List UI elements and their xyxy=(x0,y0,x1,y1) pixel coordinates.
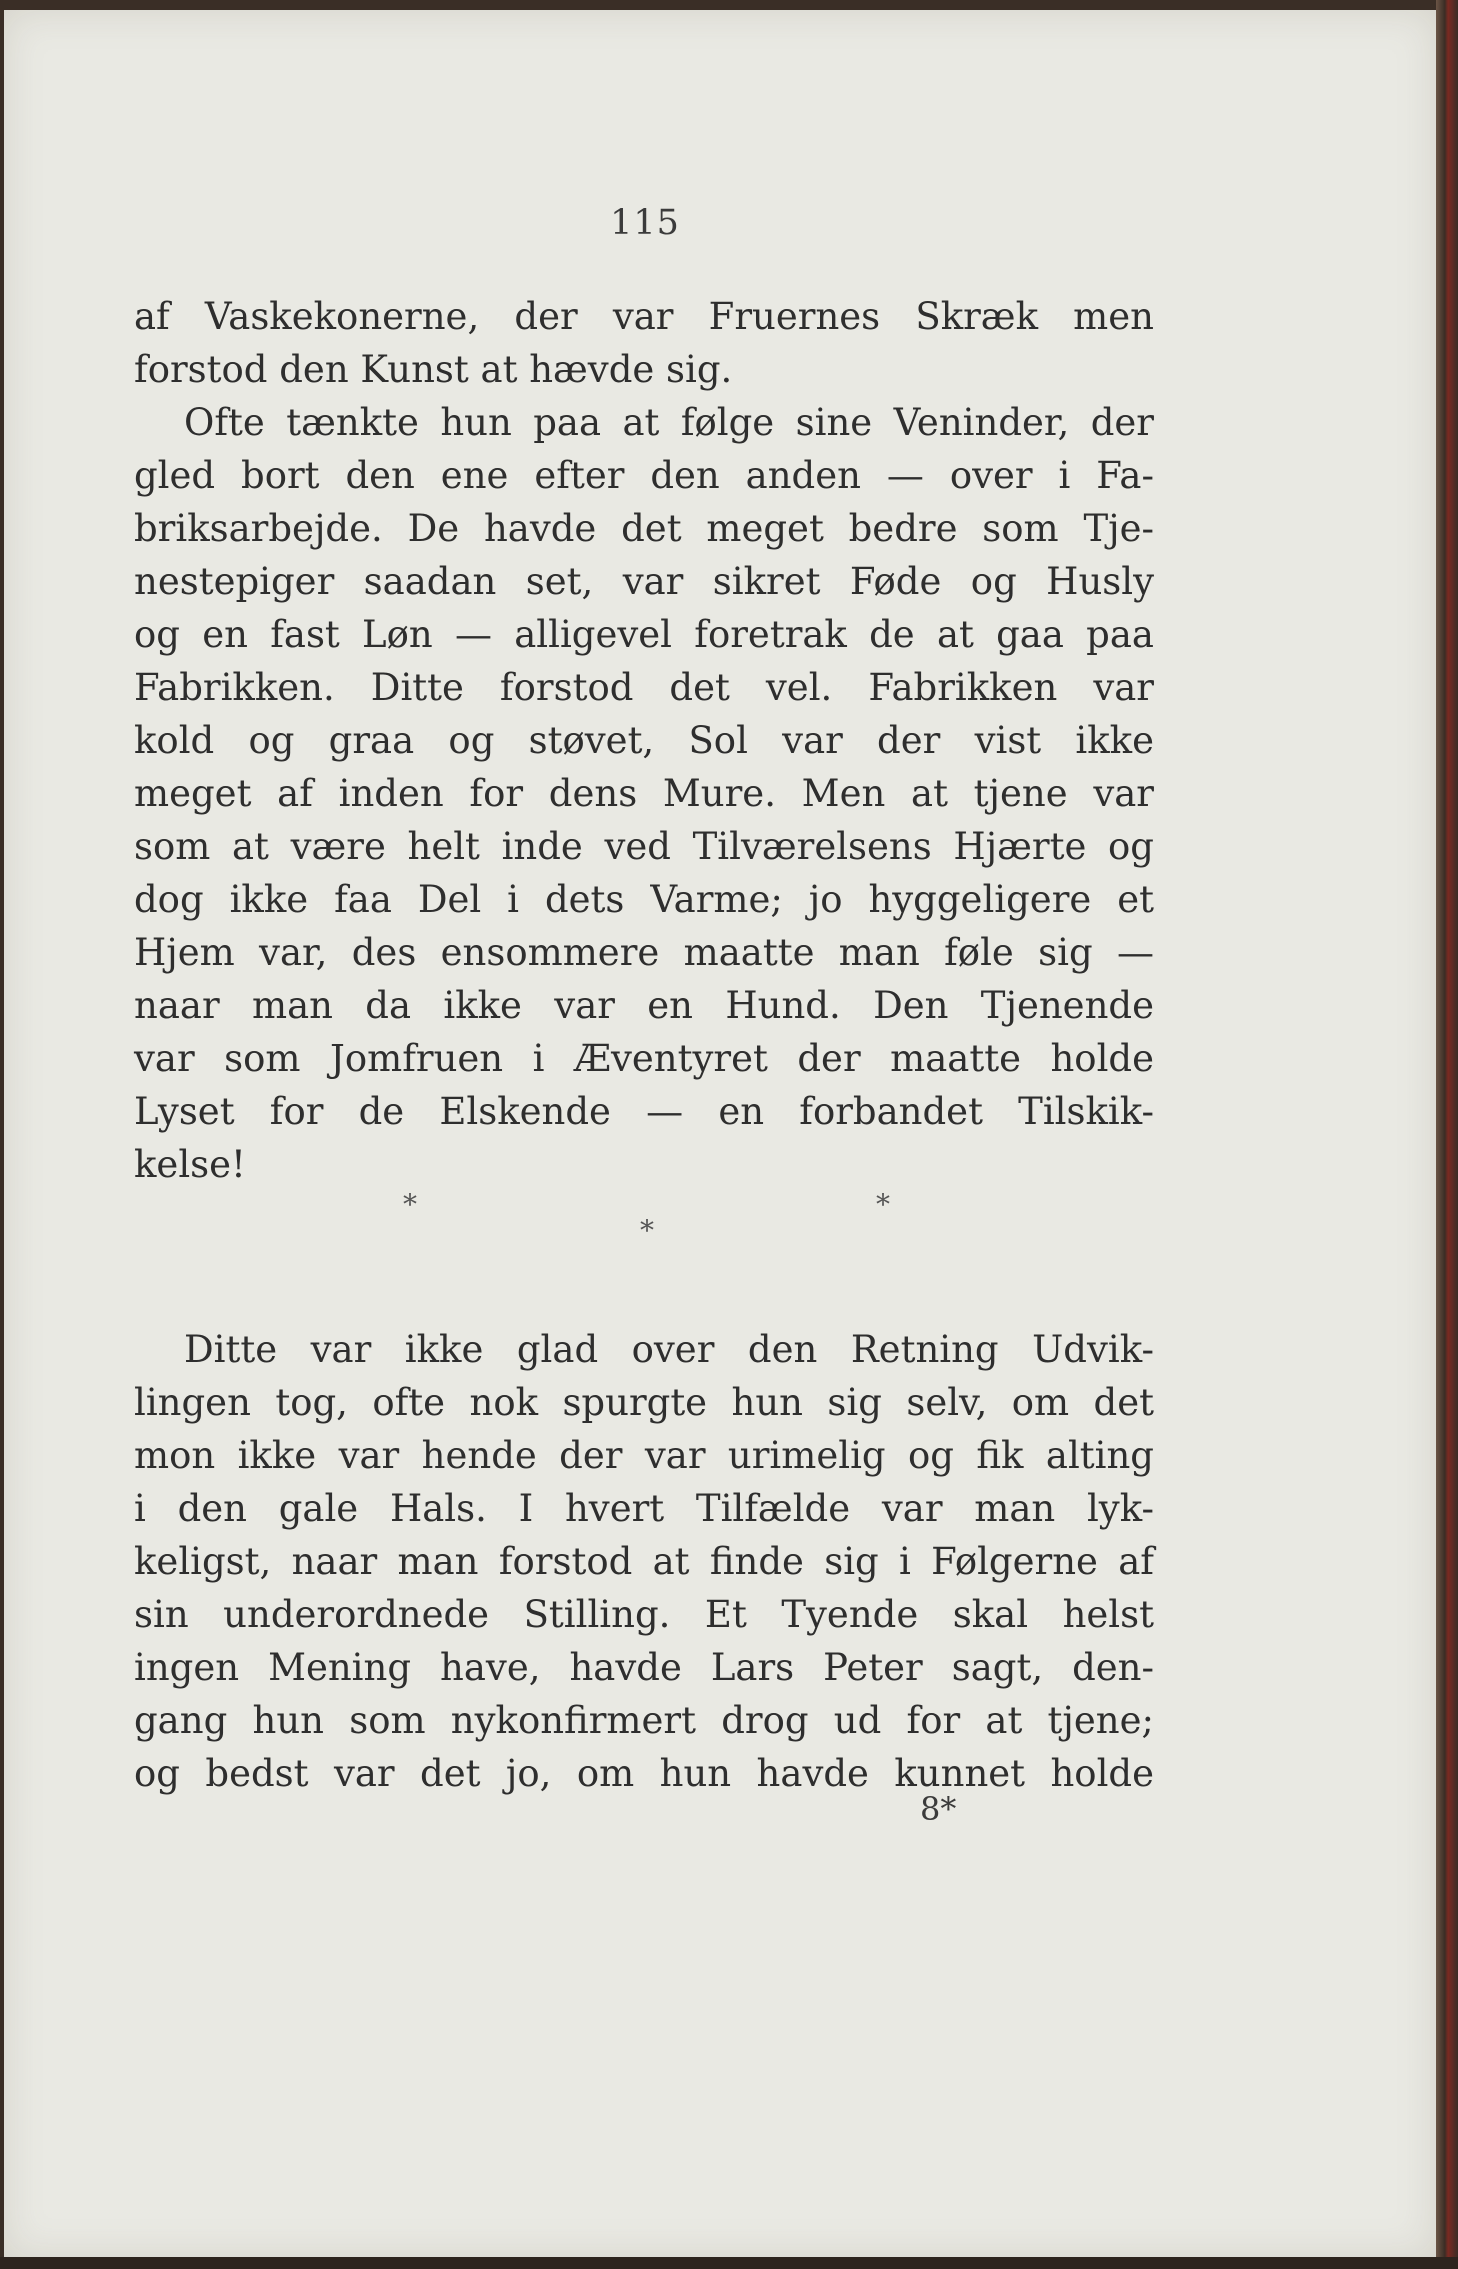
text-line: Ofte tænkte hun paa at følge sine Veninder, der xyxy=(184,401,1154,444)
text-line: mon ikke var hende der var urimelig og fik alting xyxy=(134,1434,1154,1477)
text-line: gled bort den ene efter den anden — over i Fa- xyxy=(134,454,1154,497)
text-line: Hjem var, des ensommere maatte man føle sig — xyxy=(134,931,1154,974)
text-line: kelse! xyxy=(134,1143,246,1186)
signature-mark: 8* xyxy=(920,1790,957,1828)
bottom-edge xyxy=(0,2257,1458,2269)
text-line: dog ikke faa Del i dets Varme; jo hyggeligere et xyxy=(134,878,1154,921)
text-line: gang hun som nykonfirmert drog ud for at tjene; xyxy=(134,1699,1154,1742)
text-line: briksarbejde. De havde det meget bedre som Tje- xyxy=(134,507,1154,550)
section-break-asterisk: * xyxy=(876,1188,890,1221)
text-line: naar man da ikke var en Hund. Den Tjenende xyxy=(134,984,1154,1027)
text-line: meget af inden for dens Mure. Men at tjene var xyxy=(134,772,1154,815)
text-line: af Vaskekonerne, der var Fruernes Skræk men xyxy=(134,295,1154,338)
text-line: ingen Mening have, havde Lars Peter sagt, den- xyxy=(134,1646,1154,1689)
text-line: lingen tog, ofte nok spurgte hun sig selv, om det xyxy=(134,1381,1154,1424)
text-line: var som Jomfruen i Æventyret der maatte holde xyxy=(134,1037,1154,1080)
paragraph-two xyxy=(134,1323,1154,1800)
text-line: keligst, naar man forstod at finde sig i Følgerne af xyxy=(134,1540,1154,1583)
text-line: nestepiger saadan set, var sikret Føde og Husly xyxy=(134,560,1154,603)
text-line: Fabrikken. Ditte forstod det vel. Fabrikken var xyxy=(134,666,1154,709)
paragraph-one xyxy=(134,290,1154,1191)
text-line: kold og graa og støvet, Sol var der vist ikke xyxy=(134,719,1154,762)
text-line: som at være helt inde ved Tilværelsens Hjærte og xyxy=(134,825,1154,868)
section-break-asterisk: * xyxy=(640,1214,654,1247)
text-line: Ditte var ikke glad over den Retning Udvik- xyxy=(184,1328,1154,1371)
text-line: Lyset for de Elskende — en forbandet Tilskik- xyxy=(134,1090,1154,1133)
text-line: og en fast Løn — alligevel foretrak de at gaa paa xyxy=(134,613,1154,656)
text-line: og bedst var det jo, om hun havde kunnet holde xyxy=(134,1752,1154,1795)
section-break-asterisk: * xyxy=(403,1188,417,1221)
text-line: i den gale Hals. I hvert Tilfælde var man lyk- xyxy=(134,1487,1154,1530)
book-spine-edge xyxy=(1436,0,1458,2269)
text-line: sin underordnede Stilling. Et Tyende skal helst xyxy=(134,1593,1154,1636)
text-line: forstod den Kunst at hævde sig. xyxy=(134,348,733,391)
page-number: 115 xyxy=(610,203,680,243)
